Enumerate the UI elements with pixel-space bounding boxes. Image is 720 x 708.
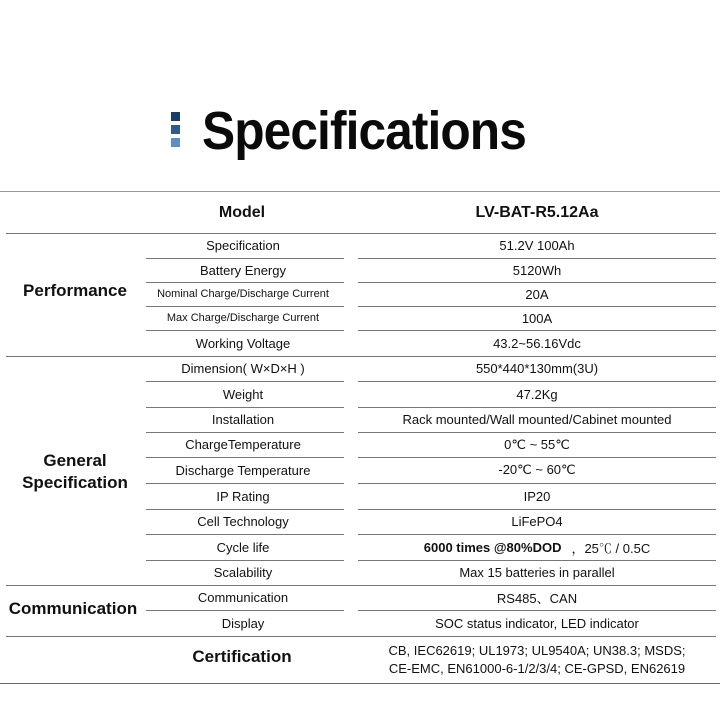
row-value: Max 15 batteries in parallel — [459, 565, 615, 580]
row-value: 100A — [521, 310, 553, 326]
title-bar-middle — [171, 125, 180, 134]
row-param: Specification — [206, 238, 280, 253]
row-param: Max Charge/Discharge Current — [166, 312, 320, 324]
row-param: Dimension( W×D×H ) — [181, 361, 305, 376]
table-rule — [6, 636, 716, 637]
row-param: Scalability — [213, 565, 273, 580]
table-rule — [0, 683, 720, 684]
row-param: IP Rating — [216, 488, 270, 504]
row-value-bold: 6000 times @80%DOD — [423, 539, 562, 555]
row-value-rest: ，25℃ / 0.5C — [571, 540, 651, 556]
row-value: RS485、CAN — [496, 591, 578, 606]
row-param: ChargeTemperature — [185, 437, 301, 452]
title-bars-icon — [171, 112, 180, 151]
row-value — [358, 534, 716, 560]
row-value: Rack mounted/Wall mounted/Cabinet mounted — [402, 412, 672, 427]
table-rule — [0, 191, 720, 192]
row-param: Installation — [211, 412, 275, 427]
row-value: IP20 — [523, 488, 551, 504]
group-certification: Certification — [192, 647, 292, 666]
row-value: 5120Wh — [512, 262, 562, 278]
header-model-value: LV-BAT-R5.12Aa — [475, 204, 599, 221]
row-param: Nominal Charge/Discharge Current — [157, 288, 329, 300]
group-general-specification — [6, 449, 144, 495]
row-value: 47.2Kg — [516, 386, 558, 402]
row-param: Cell Technology — [197, 514, 289, 529]
row-param: Weight — [222, 386, 264, 402]
row-value: -20℃ ~ 60℃ — [498, 462, 576, 477]
group-communication: Communication — [8, 599, 138, 618]
row-value: 43.2~56.16Vdc — [493, 335, 581, 351]
group-performance: Performance — [23, 281, 127, 300]
title-bar-bottom — [171, 138, 180, 147]
certification-line-1: CB, IEC62619; UL1973; UL9540A; UN38.3; MSDS; — [388, 643, 686, 658]
certification-value — [358, 640, 716, 680]
row-value: 20A — [525, 286, 549, 302]
certification-line-2: CE-EMC, EN61000-6-1/2/3/4; CE-GPSD, EN62619 — [388, 661, 686, 676]
row-param: Cycle life — [216, 539, 270, 555]
row-value: LiFePO4 — [511, 514, 563, 529]
page-title: Specifications — [202, 101, 526, 161]
title-bar-top — [171, 112, 180, 121]
row-value: 51.2V 100Ah — [499, 238, 575, 253]
row-value: 550*440*130mm(3U) — [475, 361, 599, 376]
row-param: Battery Energy — [200, 262, 286, 278]
row-value: 0℃ ~ 55℃ — [504, 436, 570, 452]
row-param: Display — [221, 615, 265, 631]
row-param: Working Voltage — [195, 335, 291, 351]
row-param: Communication — [197, 590, 289, 605]
row-value: SOC status indicator, LED indicator — [435, 615, 639, 631]
header-label: Model — [218, 204, 266, 221]
group-general-line1: General — [43, 451, 107, 470]
group-general-line2: Specification — [22, 473, 128, 492]
row-param: Discharge Temperature — [175, 462, 311, 478]
